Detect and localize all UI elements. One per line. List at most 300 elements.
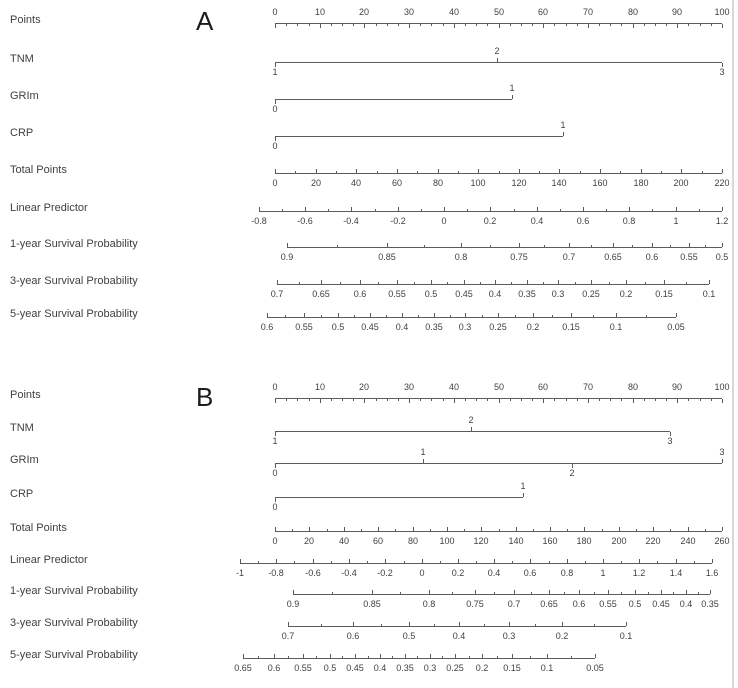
major-tick	[722, 459, 723, 463]
tick-label: 90	[671, 7, 682, 17]
minor-tick	[606, 209, 607, 211]
tick-label: 0.1	[540, 663, 554, 673]
tick-label: 0.2	[555, 631, 569, 641]
axis-line-crp-row	[275, 497, 523, 498]
minor-tick	[375, 209, 376, 211]
minor-tick	[688, 399, 689, 401]
tick-label: 0.35	[701, 599, 719, 609]
tick-label: 0.8	[622, 216, 636, 226]
minor-tick	[458, 171, 459, 173]
major-tick	[320, 24, 321, 28]
tick-label: 0.6	[645, 252, 659, 262]
major-tick	[588, 399, 589, 403]
minor-tick	[554, 399, 555, 401]
row-label-total-points-axis: Total Points	[10, 164, 67, 176]
minor-tick	[564, 592, 565, 594]
tick-label: -0.6	[297, 216, 313, 226]
minor-tick	[532, 24, 533, 26]
tick-label: 0.15	[562, 322, 580, 332]
tick-label: 0.4	[373, 663, 387, 673]
tick-label: 0.5	[628, 599, 642, 609]
minor-tick	[354, 315, 355, 317]
minor-tick	[258, 656, 259, 658]
minor-tick	[464, 529, 465, 531]
minor-tick	[420, 24, 421, 26]
tick-label: -0.8	[268, 568, 284, 578]
minor-tick	[297, 24, 298, 26]
tick-label: 0.65	[540, 599, 558, 609]
tick-label: 0.05	[586, 663, 604, 673]
major-tick	[652, 243, 653, 247]
major-tick	[465, 313, 466, 317]
major-tick	[275, 24, 276, 28]
minor-tick	[286, 399, 287, 401]
major-tick	[304, 313, 305, 317]
tick-label: 0.4	[395, 322, 409, 332]
tick-label: 0.9	[286, 599, 300, 609]
major-tick	[458, 559, 459, 563]
tick-label: 0.25	[489, 322, 507, 332]
minor-tick	[661, 171, 662, 173]
axis-line-total-points-axis	[275, 531, 722, 532]
major-tick	[275, 169, 276, 173]
row-label-points-axis: Points	[10, 14, 41, 26]
tick-label: 0	[272, 7, 278, 17]
minor-tick	[297, 399, 298, 401]
tick-label: 0.45	[361, 322, 379, 332]
tick-label: 70	[582, 382, 593, 392]
row-label-grim-row: GRIm	[10, 454, 39, 466]
minor-tick	[602, 529, 603, 531]
tick-label: 0	[272, 382, 278, 392]
tick-label: 0.15	[655, 289, 673, 299]
row-label-survival-1y-axis: 1-year Survival Probability	[10, 585, 138, 597]
major-tick	[305, 207, 306, 211]
tick-label: 0.2	[483, 216, 497, 226]
minor-tick	[512, 561, 513, 563]
minor-tick	[487, 399, 488, 401]
axis-line-total-points-axis	[275, 173, 722, 174]
minor-tick	[309, 24, 310, 26]
major-tick	[330, 654, 331, 658]
tick-label: 1.6	[705, 568, 719, 578]
minor-tick	[521, 24, 522, 26]
minor-tick	[673, 592, 674, 594]
tick-label: 0.3	[423, 663, 437, 673]
major-tick	[274, 654, 275, 658]
minor-tick	[288, 656, 289, 658]
minor-tick	[480, 282, 481, 284]
tick-label: 1	[509, 83, 515, 93]
minor-tick	[594, 592, 595, 594]
minor-tick	[575, 282, 576, 284]
tick-label: 0.3	[458, 322, 472, 332]
tick-label: 0.5	[402, 631, 416, 641]
minor-tick	[621, 399, 622, 401]
tick-label: 160	[542, 536, 558, 546]
tick-label: 0.55	[599, 599, 617, 609]
minor-tick	[490, 245, 491, 247]
tick-label: 20	[358, 7, 369, 17]
minor-tick	[414, 282, 415, 284]
tick-label: 1	[272, 436, 278, 446]
tick-label: 0.75	[510, 252, 528, 262]
minor-tick	[469, 656, 470, 658]
major-tick	[490, 207, 491, 211]
minor-tick	[443, 399, 444, 401]
tick-label: 20	[310, 178, 321, 188]
major-tick	[409, 622, 410, 626]
major-tick	[320, 399, 321, 403]
major-tick	[397, 169, 398, 173]
minor-tick	[699, 209, 700, 211]
minor-tick	[465, 24, 466, 26]
tick-label: 0.75	[466, 599, 484, 609]
minor-tick	[386, 315, 387, 317]
row-label-survival-5y-axis: 5-year Survival Probability	[10, 308, 138, 320]
tick-label: 0.4	[488, 289, 502, 299]
minor-tick	[632, 245, 633, 247]
major-tick	[558, 280, 559, 284]
major-tick	[495, 280, 496, 284]
major-tick	[530, 559, 531, 563]
minor-tick	[482, 315, 483, 317]
tick-label: 10	[314, 382, 325, 392]
minor-tick	[421, 209, 422, 211]
major-tick	[430, 654, 431, 658]
minor-tick	[434, 624, 435, 626]
major-tick	[423, 459, 424, 463]
major-tick	[722, 399, 723, 403]
tick-label: 0.1	[619, 631, 633, 641]
tick-label: 1	[520, 481, 526, 491]
tick-label: 60	[391, 178, 402, 188]
tick-label: 0.25	[446, 663, 464, 673]
major-tick	[588, 24, 589, 28]
minor-tick	[700, 399, 701, 401]
axis-line-linear-predictor-axis	[240, 563, 712, 564]
major-tick	[397, 280, 398, 284]
minor-tick	[285, 315, 286, 317]
major-tick	[398, 207, 399, 211]
row-label-points-axis: Points	[10, 389, 41, 401]
major-tick	[533, 313, 534, 317]
minor-tick	[530, 656, 531, 658]
tick-label: 30	[403, 382, 414, 392]
minor-tick	[328, 209, 329, 211]
major-tick	[277, 280, 278, 284]
major-tick	[613, 243, 614, 247]
major-tick	[370, 313, 371, 317]
major-tick	[349, 559, 350, 563]
minor-tick	[342, 24, 343, 26]
major-tick	[481, 527, 482, 531]
row-label-crp-row: CRP	[10, 127, 34, 139]
tick-label: 0.4	[452, 631, 466, 641]
minor-tick	[655, 24, 656, 26]
minor-tick	[299, 282, 300, 284]
axis-line-survival-3y-axis	[288, 626, 626, 627]
major-tick	[313, 559, 314, 563]
minor-tick	[533, 529, 534, 531]
tick-label: 220	[714, 178, 730, 188]
minor-tick	[321, 624, 322, 626]
major-tick	[710, 590, 711, 594]
major-tick	[499, 399, 500, 403]
tick-label: 0	[419, 568, 425, 578]
tick-label: 80	[432, 178, 443, 188]
minor-tick	[392, 656, 393, 658]
minor-tick	[417, 171, 418, 173]
major-tick	[626, 280, 627, 284]
tick-label: 1.4	[669, 568, 683, 578]
tick-label: 50	[493, 7, 504, 17]
minor-tick	[694, 561, 695, 563]
tick-label: 2	[569, 468, 575, 478]
minor-tick	[670, 245, 671, 247]
tick-label: 80	[627, 382, 638, 392]
tick-label: 200	[611, 536, 627, 546]
major-tick	[293, 590, 294, 594]
tick-label: 0	[272, 141, 278, 151]
major-tick	[459, 622, 460, 626]
major-tick	[461, 243, 462, 247]
tick-label: 1	[272, 67, 278, 77]
tick-label: 0.7	[281, 631, 295, 641]
minor-tick	[431, 399, 432, 401]
tick-label: 0.7	[507, 599, 521, 609]
minor-tick	[560, 209, 561, 211]
minor-tick	[544, 245, 545, 247]
minor-tick	[400, 592, 401, 594]
major-tick	[661, 590, 662, 594]
major-tick	[429, 590, 430, 594]
tick-label: 90	[671, 382, 682, 392]
tick-label: 1	[673, 216, 679, 226]
major-tick	[676, 313, 677, 317]
minor-tick	[666, 399, 667, 401]
major-tick	[676, 559, 677, 563]
panel-letter-a: A	[196, 6, 214, 36]
tick-label: 1.2	[632, 568, 646, 578]
tick-label: 0.35	[396, 663, 414, 673]
tick-label: 0.9	[280, 252, 294, 262]
major-tick	[543, 399, 544, 403]
minor-tick	[331, 399, 332, 401]
tick-label: 3	[719, 67, 725, 77]
tick-label: 0.55	[388, 289, 406, 299]
tick-label: 120	[473, 536, 489, 546]
major-tick	[519, 243, 520, 247]
major-tick	[438, 169, 439, 173]
major-tick	[356, 169, 357, 173]
minor-tick	[585, 561, 586, 563]
tick-label: 40	[448, 7, 459, 17]
major-tick	[378, 527, 379, 531]
major-tick	[686, 590, 687, 594]
figure-right-edge	[732, 0, 734, 688]
minor-tick	[452, 592, 453, 594]
tick-label: 1.2	[715, 216, 729, 226]
minor-tick	[398, 24, 399, 26]
tick-label: 0.65	[604, 252, 622, 262]
major-tick	[567, 559, 568, 563]
major-tick	[380, 654, 381, 658]
tick-label: 140	[508, 536, 524, 546]
minor-tick	[593, 315, 594, 317]
major-tick	[243, 654, 244, 658]
major-tick	[527, 280, 528, 284]
tick-label: -1	[235, 568, 244, 578]
major-tick	[633, 399, 634, 403]
row-label-tnm-row: TNM	[10, 53, 34, 65]
tick-label: 1	[420, 447, 426, 457]
major-tick	[569, 243, 570, 247]
minor-tick	[353, 24, 354, 26]
tick-label: 0.45	[346, 663, 364, 673]
axis-line-grim-row	[275, 99, 512, 100]
major-tick	[633, 24, 634, 28]
tick-label: 180	[633, 178, 649, 188]
major-tick	[635, 590, 636, 594]
minor-tick	[657, 561, 658, 563]
tick-label: 0.35	[425, 322, 443, 332]
tick-label: 180	[576, 536, 592, 546]
major-tick	[626, 622, 627, 626]
minor-tick	[295, 171, 296, 173]
tick-label: 0.3	[502, 631, 516, 641]
minor-tick	[361, 529, 362, 531]
minor-tick	[442, 656, 443, 658]
major-tick	[509, 622, 510, 626]
tick-label: 0.4	[487, 568, 501, 578]
tick-label: 0.15	[503, 663, 521, 673]
minor-tick	[430, 529, 431, 531]
tick-label: 0.85	[378, 252, 396, 262]
row-label-linear-predictor-axis: Linear Predictor	[10, 554, 88, 566]
major-tick	[498, 313, 499, 317]
major-tick	[514, 590, 515, 594]
major-tick	[321, 280, 322, 284]
tick-label: 0.4	[679, 599, 693, 609]
minor-tick	[258, 561, 259, 563]
minor-tick	[686, 282, 687, 284]
major-tick	[512, 654, 513, 658]
minor-tick	[567, 529, 568, 531]
major-tick	[722, 207, 723, 211]
tick-label: 0.5	[424, 289, 438, 299]
minor-tick	[521, 399, 522, 401]
tick-label: 10	[314, 7, 325, 17]
major-tick	[641, 169, 642, 173]
tick-label: 0.45	[652, 599, 670, 609]
minor-tick	[652, 209, 653, 211]
major-tick	[722, 527, 723, 531]
minor-tick	[376, 399, 377, 401]
axis-line-grim-row	[275, 463, 722, 464]
major-tick	[385, 559, 386, 563]
minor-tick	[368, 656, 369, 658]
minor-tick	[610, 399, 611, 401]
minor-tick	[645, 282, 646, 284]
tick-label: 0	[441, 216, 447, 226]
major-tick	[434, 313, 435, 317]
minor-tick	[510, 24, 511, 26]
minor-tick	[367, 561, 368, 563]
tick-label: 0.55	[294, 663, 312, 673]
minor-tick	[532, 399, 533, 401]
minor-tick	[499, 529, 500, 531]
minor-tick	[340, 282, 341, 284]
major-tick	[722, 243, 723, 247]
minor-tick	[378, 282, 379, 284]
minor-tick	[450, 315, 451, 317]
minor-tick	[376, 24, 377, 26]
minor-tick	[554, 24, 555, 26]
minor-tick	[342, 399, 343, 401]
minor-tick	[381, 624, 382, 626]
tick-label: 70	[582, 7, 593, 17]
major-tick	[619, 527, 620, 531]
major-tick	[259, 207, 260, 211]
major-tick	[571, 313, 572, 317]
major-tick	[523, 493, 524, 497]
axis-line-tnm-row	[275, 62, 722, 63]
major-tick	[639, 559, 640, 563]
major-tick	[616, 313, 617, 317]
minor-tick	[476, 399, 477, 401]
major-tick	[316, 169, 317, 173]
major-tick	[402, 313, 403, 317]
major-tick	[303, 654, 304, 658]
major-tick	[464, 280, 465, 284]
minor-tick	[321, 315, 322, 317]
minor-tick	[621, 24, 622, 26]
axis-line-tnm-row	[275, 431, 670, 432]
major-tick	[475, 590, 476, 594]
axis-line-crp-row	[275, 136, 563, 137]
tick-label: 0.8	[422, 599, 436, 609]
tick-label: 80	[407, 536, 418, 546]
tick-label: 40	[350, 178, 361, 188]
minor-tick	[424, 245, 425, 247]
minor-tick	[698, 592, 699, 594]
minor-tick	[577, 24, 578, 26]
minor-tick	[702, 171, 703, 173]
tick-label: 0.3	[551, 289, 565, 299]
minor-tick	[514, 209, 515, 211]
major-tick	[499, 24, 500, 28]
tick-label: 0.6	[576, 216, 590, 226]
minor-tick	[387, 399, 388, 401]
tick-label: 100	[714, 7, 730, 17]
major-tick	[454, 24, 455, 28]
tick-label: 260	[714, 536, 730, 546]
minor-tick	[387, 24, 388, 26]
tick-label: 0.6	[260, 322, 274, 332]
minor-tick	[332, 592, 333, 594]
tick-label: 0.6	[267, 663, 281, 673]
minor-tick	[594, 624, 595, 626]
minor-tick	[331, 561, 332, 563]
minor-tick	[621, 592, 622, 594]
tick-label: 80	[627, 7, 638, 17]
major-tick	[722, 24, 723, 28]
major-tick	[579, 590, 580, 594]
minor-tick	[599, 24, 600, 26]
major-tick	[344, 527, 345, 531]
major-tick	[562, 622, 563, 626]
